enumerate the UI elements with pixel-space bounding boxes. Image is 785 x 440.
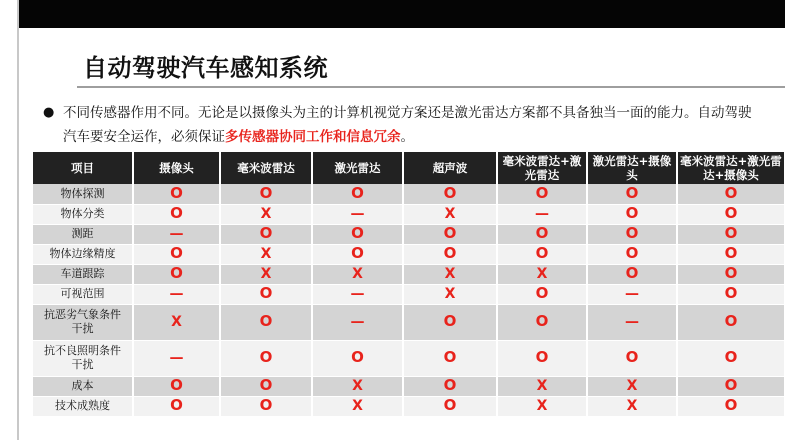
table-cell bbox=[403, 244, 497, 264]
cross-mark-icon: X bbox=[536, 265, 548, 282]
header-mmwave-radar: 毫米波雷达 bbox=[220, 152, 312, 184]
circle-mark-icon: O bbox=[443, 376, 457, 394]
table-cell bbox=[403, 340, 497, 376]
table-row bbox=[33, 264, 784, 284]
table-cell bbox=[220, 396, 312, 416]
circle-mark-icon: O bbox=[259, 183, 273, 202]
table-cell bbox=[677, 340, 784, 376]
table-cell bbox=[587, 340, 677, 376]
circle-mark-icon: O bbox=[351, 224, 364, 242]
top-black-bar bbox=[18, 0, 785, 28]
table-cell bbox=[587, 184, 677, 204]
table-cell bbox=[133, 284, 220, 304]
table-cell bbox=[497, 184, 587, 204]
circle-mark-icon: O bbox=[724, 204, 738, 222]
dash-mark-icon: — bbox=[350, 205, 365, 222]
circle-mark-icon: O bbox=[443, 396, 457, 414]
bullet-dot-icon: ● bbox=[43, 105, 55, 120]
dash-mark-icon: — bbox=[169, 349, 184, 366]
table-cell bbox=[677, 284, 784, 304]
circle-mark-icon: O bbox=[724, 284, 738, 302]
dash-mark-icon: — bbox=[625, 285, 639, 302]
table-row bbox=[33, 340, 784, 376]
table-cell bbox=[133, 264, 220, 284]
circle-mark-icon: O bbox=[625, 348, 639, 366]
header-item: 项目 bbox=[33, 152, 133, 184]
cross-mark-icon: X bbox=[444, 285, 456, 302]
table-cell bbox=[587, 284, 677, 304]
dash-mark-icon: — bbox=[625, 313, 639, 330]
table-body bbox=[33, 184, 784, 416]
table-cell bbox=[220, 264, 312, 284]
table-cell bbox=[220, 340, 312, 376]
title-underline bbox=[77, 86, 785, 88]
table-cell bbox=[677, 224, 784, 244]
circle-mark-icon: O bbox=[259, 312, 273, 330]
table-cell bbox=[497, 204, 587, 224]
header-mmwave-lidar: 毫米波雷达+激光雷达 bbox=[497, 152, 587, 184]
circle-mark-icon: O bbox=[724, 312, 738, 330]
table-row bbox=[33, 396, 784, 416]
circle-mark-icon: O bbox=[724, 244, 738, 262]
table-cell bbox=[133, 340, 220, 376]
table-cell bbox=[133, 304, 220, 340]
circle-mark-icon: O bbox=[724, 376, 738, 394]
bullet-paragraph bbox=[41, 101, 761, 149]
table-cell bbox=[497, 376, 587, 396]
bullet-text bbox=[63, 101, 761, 149]
cross-mark-icon: X bbox=[536, 397, 548, 414]
table-cell bbox=[312, 396, 403, 416]
table-cell bbox=[677, 264, 784, 284]
circle-mark-icon: O bbox=[443, 183, 457, 202]
table-cell bbox=[497, 264, 587, 284]
header-lidar-camera: 激光雷达+摄像头 bbox=[587, 152, 677, 184]
header-lidar: 激光雷达 bbox=[312, 152, 403, 184]
table-cell bbox=[220, 376, 312, 396]
cross-mark-icon: X bbox=[352, 377, 363, 394]
bullet-highlight: 多传感器协同工作和信息冗余 bbox=[225, 129, 401, 145]
circle-mark-icon: O bbox=[259, 396, 273, 414]
table-cell bbox=[133, 396, 220, 416]
table-cell bbox=[133, 184, 220, 204]
row-label: 物体探测 bbox=[33, 184, 133, 204]
table-header-row bbox=[33, 152, 784, 184]
table-cell bbox=[312, 264, 403, 284]
table-cell bbox=[312, 304, 403, 340]
table-cell bbox=[497, 224, 587, 244]
table-cell bbox=[220, 304, 312, 340]
table-cell bbox=[220, 284, 312, 304]
table-row bbox=[33, 304, 784, 340]
table-cell bbox=[587, 376, 677, 396]
table-cell bbox=[312, 340, 403, 376]
table-cell bbox=[677, 184, 784, 204]
table-cell bbox=[133, 244, 220, 264]
table-cell bbox=[587, 204, 677, 224]
row-label: 物体分类 bbox=[33, 204, 133, 224]
table-cell bbox=[312, 224, 403, 244]
dash-mark-icon: — bbox=[169, 285, 184, 302]
table-cell bbox=[497, 340, 587, 376]
cross-mark-icon: X bbox=[536, 377, 548, 394]
circle-mark-icon: O bbox=[625, 264, 639, 282]
row-label: 测距 bbox=[33, 224, 133, 244]
table-cell bbox=[403, 284, 497, 304]
table-cell bbox=[133, 376, 220, 396]
header-mmwave-lidar-camera: 毫米波雷达+激光雷达+摄像头 bbox=[677, 152, 784, 184]
table-cell bbox=[312, 244, 403, 264]
table-cell bbox=[403, 376, 497, 396]
table-row bbox=[33, 204, 784, 224]
circle-mark-icon: O bbox=[259, 284, 273, 302]
circle-mark-icon: O bbox=[170, 244, 183, 262]
cross-mark-icon: X bbox=[626, 377, 638, 394]
circle-mark-icon: O bbox=[625, 244, 639, 262]
circle-mark-icon: O bbox=[535, 284, 549, 302]
header-camera: 摄像头 bbox=[133, 152, 220, 184]
cross-mark-icon: X bbox=[260, 245, 272, 262]
table-cell bbox=[220, 204, 312, 224]
table-cell bbox=[220, 184, 312, 204]
table-cell bbox=[587, 396, 677, 416]
table-cell bbox=[403, 204, 497, 224]
circle-mark-icon: O bbox=[170, 183, 183, 202]
circle-mark-icon: O bbox=[724, 348, 738, 366]
row-label: 抗恶劣气象条件干扰 bbox=[33, 304, 133, 340]
circle-mark-icon: O bbox=[535, 244, 549, 262]
table-row bbox=[33, 376, 784, 396]
table-cell bbox=[403, 396, 497, 416]
circle-mark-icon: O bbox=[535, 224, 549, 242]
table-cell bbox=[587, 224, 677, 244]
table-cell bbox=[677, 244, 784, 264]
table-cell bbox=[497, 284, 587, 304]
table-cell bbox=[677, 204, 784, 224]
sensor-comparison-table bbox=[33, 152, 784, 417]
cross-mark-icon: X bbox=[352, 397, 363, 414]
dash-mark-icon: — bbox=[350, 285, 365, 302]
cross-mark-icon: X bbox=[260, 205, 272, 222]
circle-mark-icon: O bbox=[724, 224, 738, 242]
dash-mark-icon: — bbox=[350, 313, 365, 330]
table-cell bbox=[497, 396, 587, 416]
table-row bbox=[33, 284, 784, 304]
cross-mark-icon: X bbox=[352, 265, 363, 282]
slide-title: 自动驾驶汽车感知系统 bbox=[83, 54, 328, 82]
table-cell bbox=[403, 264, 497, 284]
table-cell bbox=[133, 224, 220, 244]
circle-mark-icon: O bbox=[351, 183, 364, 202]
row-label: 技术成熟度 bbox=[33, 396, 133, 416]
table-cell bbox=[497, 304, 587, 340]
circle-mark-icon: O bbox=[535, 348, 549, 366]
circle-mark-icon: O bbox=[443, 312, 457, 330]
circle-mark-icon: O bbox=[259, 348, 273, 366]
table-row bbox=[33, 184, 784, 204]
circle-mark-icon: O bbox=[443, 348, 457, 366]
circle-mark-icon: O bbox=[535, 183, 549, 202]
table-cell bbox=[312, 184, 403, 204]
cross-mark-icon: X bbox=[260, 265, 272, 282]
header-ultrasonic: 超声波 bbox=[403, 152, 497, 184]
circle-mark-icon: O bbox=[170, 376, 183, 394]
cross-mark-icon: X bbox=[171, 313, 182, 330]
row-label: 物体边缘精度 bbox=[33, 244, 133, 264]
circle-mark-icon: O bbox=[351, 348, 364, 366]
table-cell bbox=[677, 396, 784, 416]
table-cell bbox=[587, 264, 677, 284]
circle-mark-icon: O bbox=[259, 376, 273, 394]
cross-mark-icon: X bbox=[626, 397, 638, 414]
table-cell bbox=[133, 204, 220, 224]
circle-mark-icon: O bbox=[170, 204, 183, 222]
table-cell bbox=[497, 244, 587, 264]
circle-mark-icon: O bbox=[535, 312, 549, 330]
cross-mark-icon: X bbox=[444, 205, 456, 222]
cross-mark-icon: X bbox=[444, 265, 456, 282]
circle-mark-icon: O bbox=[724, 396, 738, 414]
circle-mark-icon: O bbox=[443, 244, 457, 262]
circle-mark-icon: O bbox=[170, 396, 183, 414]
circle-mark-icon: O bbox=[443, 224, 457, 242]
circle-mark-icon: O bbox=[170, 264, 183, 282]
circle-mark-icon: O bbox=[625, 204, 639, 222]
circle-mark-icon: O bbox=[259, 224, 273, 242]
table-cell bbox=[677, 376, 784, 396]
circle-mark-icon: O bbox=[625, 183, 639, 202]
table-cell bbox=[312, 284, 403, 304]
table-cell bbox=[403, 304, 497, 340]
circle-mark-icon: O bbox=[724, 264, 738, 282]
row-label: 车道跟踪 bbox=[33, 264, 133, 284]
dash-mark-icon: — bbox=[169, 225, 184, 242]
row-label: 成本 bbox=[33, 376, 133, 396]
row-label: 可视范围 bbox=[33, 284, 133, 304]
table-cell bbox=[312, 204, 403, 224]
table-cell bbox=[587, 244, 677, 264]
bullet-text-main: 不同传感器作用不同。无论是以摄像头为主的计算机视觉方案还是激光雷达方案都不具备独当一面的能力。自动驾驶汽车要安全运作，必须保证 bbox=[63, 105, 752, 145]
bullet-text-end: 。 bbox=[400, 129, 414, 145]
circle-mark-icon: O bbox=[351, 244, 364, 262]
circle-mark-icon: O bbox=[724, 183, 738, 202]
table-cell bbox=[403, 184, 497, 204]
table-row bbox=[33, 244, 784, 264]
table-cell bbox=[220, 224, 312, 244]
table-cell bbox=[403, 224, 497, 244]
table-cell bbox=[312, 376, 403, 396]
circle-mark-icon: O bbox=[625, 224, 639, 242]
table-cell bbox=[677, 304, 784, 340]
table-row bbox=[33, 224, 784, 244]
table-cell bbox=[587, 304, 677, 340]
table-cell bbox=[220, 244, 312, 264]
slide-content bbox=[19, 28, 785, 440]
dash-mark-icon: — bbox=[535, 205, 549, 222]
row-label: 抗不良照明条件干扰 bbox=[33, 340, 133, 376]
